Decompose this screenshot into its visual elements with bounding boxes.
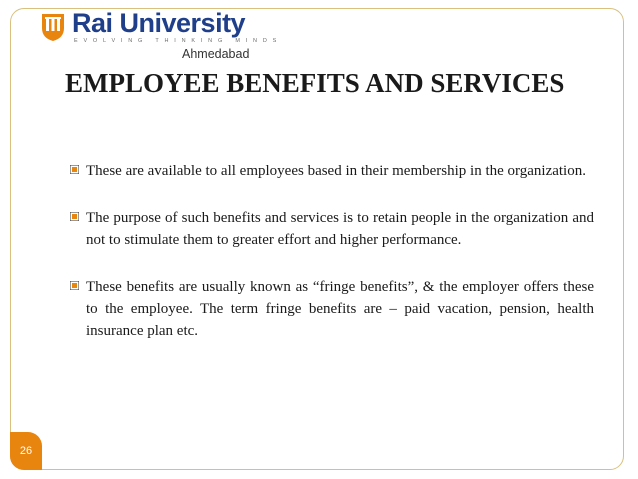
bullet-item	[70, 160, 594, 182]
bullet-item	[70, 207, 594, 251]
bullet-text: These benefits are usually known as “fringe benefits”, & the employer offers these to the employee. The term fringe benefits are – paid vacation, pension, health insurance plan etc.	[86, 279, 594, 339]
square-bullet-icon	[70, 165, 79, 174]
bullet-text: The purpose of such benefits and services is to retain people in the organization and not to stimulate them to greater effort and higher performance.	[86, 210, 594, 248]
logo-tagline: EVOLVING THINKING MINDS	[74, 38, 283, 44]
university-logo	[40, 8, 283, 61]
slide-title: EMPLOYEE BENEFITS AND SERVICES	[65, 68, 565, 98]
bullet-list	[70, 160, 594, 367]
logo-name: Rai University	[72, 8, 246, 38]
bullet-text: These are available to all employees based in their membership in the organization.	[86, 163, 586, 179]
bullet-item	[70, 276, 594, 342]
logo-campus: Ahmedabad	[182, 47, 250, 61]
page-number-badge: 26	[10, 432, 42, 470]
square-bullet-icon	[70, 212, 79, 221]
university-crest-icon	[40, 12, 66, 42]
square-bullet-icon	[70, 281, 79, 290]
